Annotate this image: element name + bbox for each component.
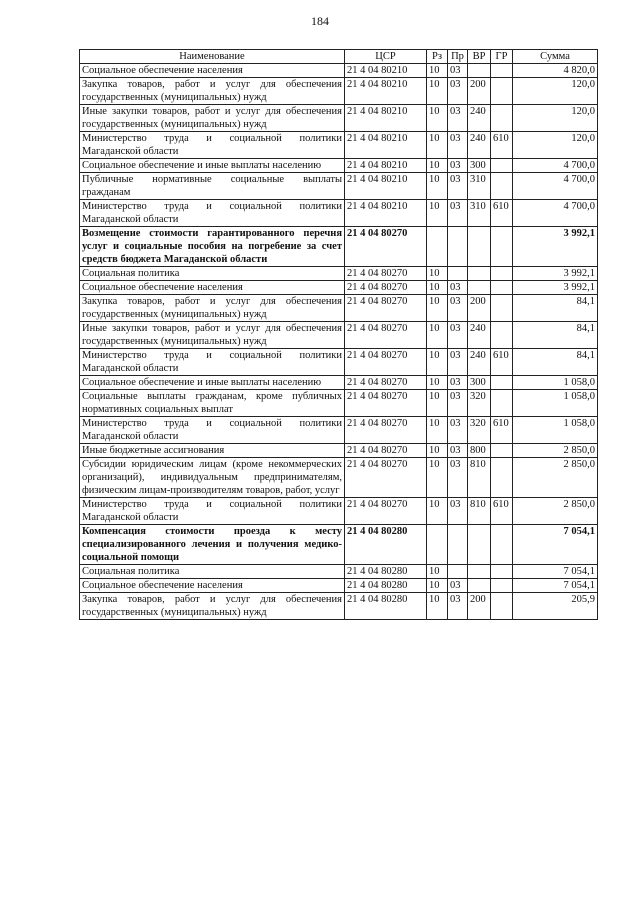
table-row — [80, 525, 598, 565]
cell-sum: 4 700,0 — [513, 173, 598, 200]
cell-name: Публичные нормативные социальные выплаты гражданам — [80, 173, 345, 200]
cell-csr: 21 4 04 80270 — [345, 281, 427, 295]
cell-vr: 320 — [468, 390, 491, 417]
cell-name: Закупка товаров, работ и услуг для обеспечения государственных (муниципальных) нужд — [80, 78, 345, 105]
table-row — [80, 349, 598, 376]
cell-gr — [491, 390, 513, 417]
cell-rz: 10 — [427, 498, 448, 525]
cell-vr: 200 — [468, 78, 491, 105]
cell-pr: 03 — [448, 498, 468, 525]
cell-vr — [468, 281, 491, 295]
cell-rz: 10 — [427, 132, 448, 159]
cell-csr: 21 4 04 80210 — [345, 105, 427, 132]
cell-rz: 10 — [427, 281, 448, 295]
cell-gr — [491, 267, 513, 281]
cell-pr: 03 — [448, 579, 468, 593]
cell-rz — [427, 525, 448, 565]
cell-gr — [491, 593, 513, 620]
cell-vr: 310 — [468, 200, 491, 227]
cell-vr: 800 — [468, 444, 491, 458]
cell-name: Социальная политика — [80, 267, 345, 281]
cell-vr: 810 — [468, 498, 491, 525]
table-row — [80, 173, 598, 200]
cell-name: Социальная политика — [80, 565, 345, 579]
cell-gr — [491, 565, 513, 579]
cell-sum: 2 850,0 — [513, 498, 598, 525]
cell-gr: 610 — [491, 200, 513, 227]
cell-rz: 10 — [427, 159, 448, 173]
cell-pr: 03 — [448, 173, 468, 200]
cell-gr — [491, 173, 513, 200]
table-row — [80, 322, 598, 349]
cell-name: Субсидии юридическим лицам (кроме некоммерческих организаций), индивидуальным предпринимателям, физическим лицам-производителям товаров, работ, услуг — [80, 458, 345, 498]
cell-rz: 10 — [427, 173, 448, 200]
cell-vr: 300 — [468, 159, 491, 173]
cell-gr — [491, 281, 513, 295]
cell-rz: 10 — [427, 376, 448, 390]
cell-sum: 7 054,1 — [513, 565, 598, 579]
cell-vr — [468, 267, 491, 281]
cell-csr: 21 4 04 80270 — [345, 390, 427, 417]
cell-csr: 21 4 04 80280 — [345, 525, 427, 565]
cell-gr — [491, 78, 513, 105]
header-csr: ЦСР — [345, 50, 427, 64]
cell-rz: 10 — [427, 64, 448, 78]
table-row — [80, 498, 598, 525]
cell-name: Иные бюджетные ассигнования — [80, 444, 345, 458]
cell-vr: 200 — [468, 593, 491, 620]
cell-rz: 10 — [427, 444, 448, 458]
cell-csr: 21 4 04 80270 — [345, 498, 427, 525]
cell-rz: 10 — [427, 417, 448, 444]
cell-csr: 21 4 04 80270 — [345, 349, 427, 376]
cell-name: Министерство труда и социальной политики Магаданской области — [80, 349, 345, 376]
cell-gr: 610 — [491, 132, 513, 159]
table-header-row — [80, 50, 598, 64]
cell-gr: 610 — [491, 498, 513, 525]
cell-rz: 10 — [427, 349, 448, 376]
table-row — [80, 417, 598, 444]
cell-sum: 84,1 — [513, 295, 598, 322]
header-sum: Сумма — [513, 50, 598, 64]
cell-pr: 03 — [448, 200, 468, 227]
cell-gr — [491, 227, 513, 267]
table-row — [80, 295, 598, 322]
cell-pr: 03 — [448, 444, 468, 458]
cell-pr: 03 — [448, 295, 468, 322]
cell-sum: 7 054,1 — [513, 525, 598, 565]
cell-name: Иные закупки товаров, работ и услуг для обеспечения государственных (муниципальных) нужд — [80, 322, 345, 349]
cell-csr: 21 4 04 80270 — [345, 458, 427, 498]
cell-rz: 10 — [427, 579, 448, 593]
cell-name: Социальные выплаты гражданам, кроме публичных нормативных социальных выплат — [80, 390, 345, 417]
cell-pr — [448, 267, 468, 281]
cell-rz — [427, 227, 448, 267]
cell-vr: 320 — [468, 417, 491, 444]
cell-gr — [491, 322, 513, 349]
page-number: 184 — [311, 14, 329, 28]
table-row — [80, 200, 598, 227]
cell-csr: 21 4 04 80270 — [345, 417, 427, 444]
cell-rz: 10 — [427, 458, 448, 498]
cell-gr — [491, 458, 513, 498]
cell-pr: 03 — [448, 78, 468, 105]
cell-pr: 03 — [448, 105, 468, 132]
cell-vr — [468, 227, 491, 267]
cell-gr — [491, 159, 513, 173]
header-gr: ГР — [491, 50, 513, 64]
table-row — [80, 64, 598, 78]
cell-csr: 21 4 04 80270 — [345, 444, 427, 458]
table-row — [80, 458, 598, 498]
cell-sum: 3 992,1 — [513, 281, 598, 295]
cell-vr: 240 — [468, 105, 491, 132]
cell-csr: 21 4 04 80210 — [345, 159, 427, 173]
cell-name: Социальное обеспечение населения — [80, 281, 345, 295]
cell-rz: 10 — [427, 322, 448, 349]
cell-sum: 120,0 — [513, 78, 598, 105]
cell-vr: 310 — [468, 173, 491, 200]
cell-name: Министерство труда и социальной политики Магаданской области — [80, 417, 345, 444]
cell-csr: 21 4 04 80270 — [345, 376, 427, 390]
cell-vr: 200 — [468, 295, 491, 322]
cell-csr: 21 4 04 80270 — [345, 295, 427, 322]
cell-csr: 21 4 04 80270 — [345, 267, 427, 281]
cell-pr: 03 — [448, 64, 468, 78]
cell-pr — [448, 525, 468, 565]
cell-sum: 84,1 — [513, 349, 598, 376]
cell-gr: 610 — [491, 417, 513, 444]
cell-rz: 10 — [427, 565, 448, 579]
cell-gr — [491, 64, 513, 78]
cell-vr: 810 — [468, 458, 491, 498]
table-row — [80, 390, 598, 417]
cell-sum: 120,0 — [513, 105, 598, 132]
cell-pr: 03 — [448, 132, 468, 159]
table-row — [80, 376, 598, 390]
cell-gr — [491, 105, 513, 132]
cell-csr: 21 4 04 80210 — [345, 78, 427, 105]
cell-pr: 03 — [448, 417, 468, 444]
cell-csr: 21 4 04 80210 — [345, 173, 427, 200]
table-row — [80, 267, 598, 281]
cell-csr: 21 4 04 80280 — [345, 593, 427, 620]
cell-rz: 10 — [427, 593, 448, 620]
cell-pr: 03 — [448, 376, 468, 390]
table-row — [80, 565, 598, 579]
cell-sum: 2 850,0 — [513, 458, 598, 498]
cell-vr — [468, 565, 491, 579]
cell-pr — [448, 227, 468, 267]
header-name: Наименование — [80, 50, 345, 64]
cell-name: Закупка товаров, работ и услуг для обеспечения государственных (муниципальных) нужд — [80, 593, 345, 620]
cell-sum: 2 850,0 — [513, 444, 598, 458]
cell-vr — [468, 579, 491, 593]
cell-rz: 10 — [427, 390, 448, 417]
cell-vr — [468, 525, 491, 565]
header-rz: Рз — [427, 50, 448, 64]
cell-sum: 3 992,1 — [513, 267, 598, 281]
cell-sum: 205,9 — [513, 593, 598, 620]
table-row — [80, 159, 598, 173]
cell-name: Закупка товаров, работ и услуг для обеспечения государственных (муниципальных) нужд — [80, 295, 345, 322]
cell-name: Социальное обеспечение и иные выплаты населению — [80, 159, 345, 173]
cell-csr: 21 4 04 80280 — [345, 579, 427, 593]
cell-sum: 1 058,0 — [513, 390, 598, 417]
cell-name: Социальное обеспечение и иные выплаты населению — [80, 376, 345, 390]
table-row — [80, 78, 598, 105]
cell-pr: 03 — [448, 593, 468, 620]
cell-gr — [491, 295, 513, 322]
cell-gr — [491, 376, 513, 390]
cell-name: Министерство труда и социальной политики Магаданской области — [80, 498, 345, 525]
table-row — [80, 593, 598, 620]
budget-table — [79, 49, 598, 620]
table-row — [80, 281, 598, 295]
cell-rz: 10 — [427, 200, 448, 227]
table-row — [80, 227, 598, 267]
header-pr: Пр — [448, 50, 468, 64]
cell-sum: 1 058,0 — [513, 376, 598, 390]
cell-csr: 21 4 04 80270 — [345, 227, 427, 267]
cell-rz: 10 — [427, 78, 448, 105]
cell-rz: 10 — [427, 267, 448, 281]
cell-gr — [491, 525, 513, 565]
cell-csr: 21 4 04 80210 — [345, 200, 427, 227]
table-row — [80, 444, 598, 458]
cell-name: Социальное обеспечение населения — [80, 64, 345, 78]
cell-sum: 7 054,1 — [513, 579, 598, 593]
cell-rz: 10 — [427, 295, 448, 322]
cell-sum: 4 820,0 — [513, 64, 598, 78]
cell-pr: 03 — [448, 458, 468, 498]
cell-gr — [491, 579, 513, 593]
cell-csr: 21 4 04 80270 — [345, 322, 427, 349]
cell-pr — [448, 565, 468, 579]
cell-vr: 240 — [468, 349, 491, 376]
cell-pr: 03 — [448, 322, 468, 349]
cell-pr: 03 — [448, 390, 468, 417]
cell-name: Компенсация стоимости проезда к месту специализированного лечения и получения медико-социальной помощи — [80, 525, 345, 565]
cell-vr: 240 — [468, 322, 491, 349]
cell-vr: 240 — [468, 132, 491, 159]
cell-csr: 21 4 04 80210 — [345, 132, 427, 159]
cell-csr: 21 4 04 80280 — [345, 565, 427, 579]
cell-sum: 4 700,0 — [513, 159, 598, 173]
header-vr: ВР — [468, 50, 491, 64]
cell-pr: 03 — [448, 159, 468, 173]
cell-vr — [468, 64, 491, 78]
cell-pr: 03 — [448, 281, 468, 295]
table-row — [80, 132, 598, 159]
cell-gr: 610 — [491, 349, 513, 376]
cell-gr — [491, 444, 513, 458]
cell-name: Министерство труда и социальной политики Магаданской области — [80, 200, 345, 227]
cell-sum: 120,0 — [513, 132, 598, 159]
table-row — [80, 579, 598, 593]
cell-sum: 84,1 — [513, 322, 598, 349]
cell-sum: 1 058,0 — [513, 417, 598, 444]
cell-csr: 21 4 04 80210 — [345, 64, 427, 78]
cell-name: Иные закупки товаров, работ и услуг для обеспечения государственных (муниципальных) нужд — [80, 105, 345, 132]
cell-rz: 10 — [427, 105, 448, 132]
cell-vr: 300 — [468, 376, 491, 390]
cell-name: Возмещение стоимости гарантированного перечня услуг и социальные пособия на погребение за счет средств бюджета Магаданской области — [80, 227, 345, 267]
cell-name: Министерство труда и социальной политики Магаданской области — [80, 132, 345, 159]
cell-pr: 03 — [448, 349, 468, 376]
table-row — [80, 105, 598, 132]
cell-sum: 3 992,1 — [513, 227, 598, 267]
cell-name: Социальное обеспечение населения — [80, 579, 345, 593]
cell-sum: 4 700,0 — [513, 200, 598, 227]
